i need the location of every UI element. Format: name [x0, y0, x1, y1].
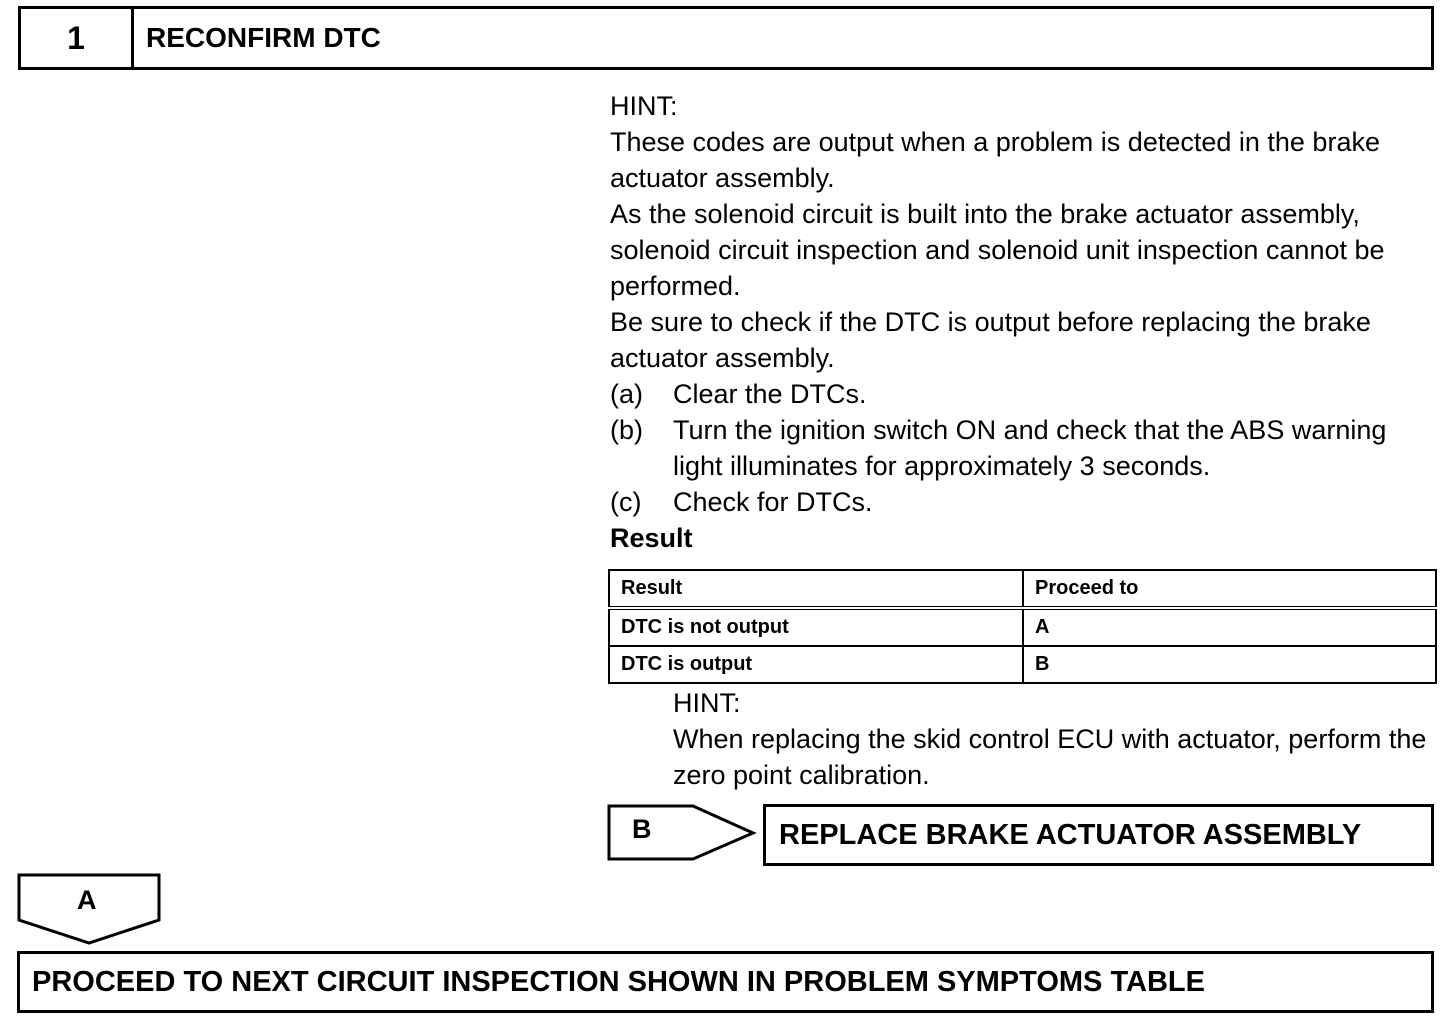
procedure-step — [610, 376, 1440, 412]
result-table — [608, 569, 1437, 684]
table-cell: A — [1023, 608, 1436, 646]
hint-paragraph: When replacing the skid control ECU with actuator, perform the zero point calibration. — [673, 724, 1427, 790]
branch-a-action: PROCEED TO NEXT CIRCUIT INSPECTION SHOWN IN PROBLEM SYMPTOMS TABLE — [17, 951, 1434, 1013]
step-label: (a) — [610, 379, 643, 409]
hint-label: HINT: — [673, 688, 741, 718]
hint-paragraph: Be sure to check if the DTC is output before replacing the brake actuator assembly. — [610, 307, 1371, 373]
branch-b-label: B — [632, 814, 652, 844]
step-text: Turn the ignition switch ON and check that the ABS warning light illuminates for approximately 3 seconds. — [673, 415, 1387, 481]
step-text: Check for DTCs. — [673, 487, 873, 517]
procedure-step — [610, 484, 1440, 520]
result-heading: Result — [610, 523, 693, 553]
step-label: (b) — [610, 415, 643, 445]
table-row — [609, 608, 1436, 646]
step-text: Clear the DTCs. — [673, 379, 867, 409]
table-header-cell: Proceed to — [1023, 570, 1436, 608]
step-header — [18, 6, 1434, 70]
table-row — [609, 646, 1436, 683]
procedure-step — [610, 412, 1440, 484]
table-header-cell: Result — [609, 570, 1023, 608]
step-content — [610, 88, 1440, 556]
hint-note — [673, 685, 1433, 793]
step-label: (c) — [610, 487, 642, 517]
step-number: 1 — [21, 9, 134, 67]
branch-a-label: A — [77, 885, 97, 915]
hint-paragraph: As the solenoid circuit is built into the brake actuator assembly, solenoid circuit inspection and solenoid unit inspection cannot be performed. — [610, 199, 1385, 301]
branch-b-action: REPLACE BRAKE ACTUATOR ASSEMBLY — [763, 804, 1434, 866]
step-title: RECONFIRM DTC — [146, 22, 381, 53]
hint-label: HINT: — [610, 91, 678, 121]
table-cell: DTC is output — [609, 646, 1023, 683]
table-cell: B — [1023, 646, 1436, 683]
branch-b-arrow-icon — [607, 804, 757, 862]
hint-paragraph: These codes are output when a problem is detected in the brake actuator assembly. — [610, 127, 1380, 193]
table-header-row — [609, 570, 1436, 608]
table-cell: DTC is not output — [609, 608, 1023, 646]
